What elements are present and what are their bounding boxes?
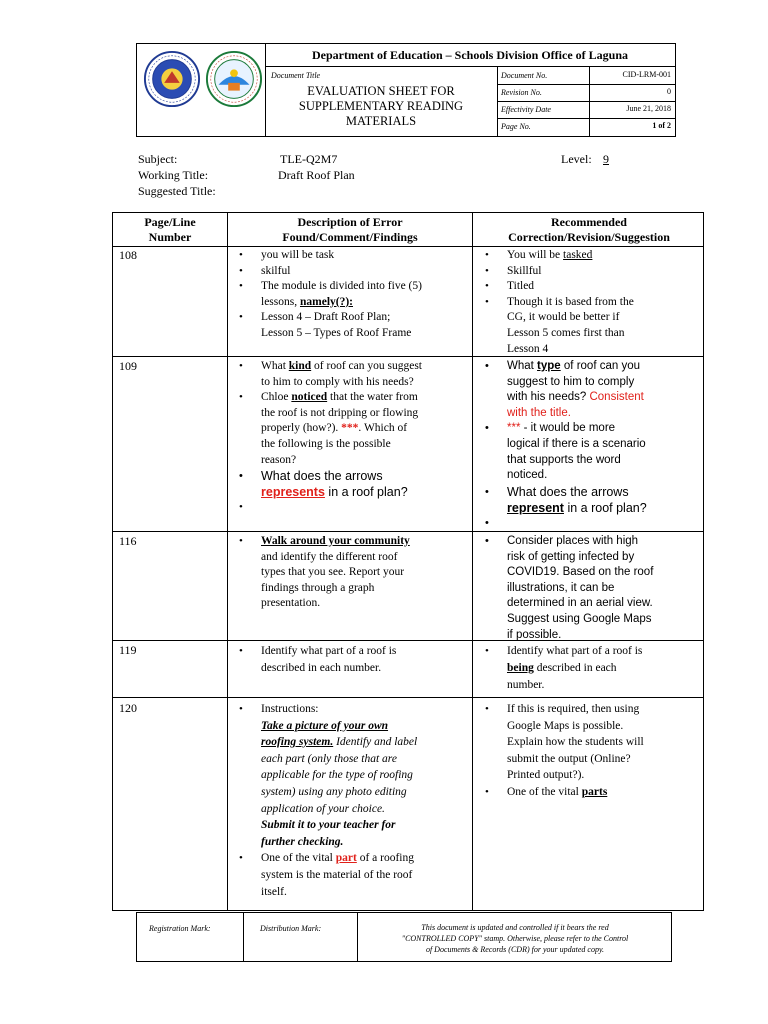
header-description: Description of Error Found/Comment/Findings xyxy=(282,215,418,244)
page-number: 116 xyxy=(119,534,137,548)
control-note: This document is updated and controlled if it bears the red "CONTROLLED COPY" stamp. Otherwise, please refer to the Control of Documents & Records (CDR) for your updated copy. xyxy=(401,923,629,954)
recommendation-cell xyxy=(481,248,703,357)
list-item: • What does the arrows represent in a roof plan? xyxy=(481,484,703,516)
list-item: • Identify what part of a roof is being described in each number. xyxy=(481,643,703,694)
list-item: • Consider places with high risk of getting infected by COVID19. Based on the roof illustrations, it can be determined in an aerial view. Suggest using Google Maps if possible. xyxy=(481,534,703,643)
org-title: Department of Education – Schools Division Office of Laguna xyxy=(311,48,628,62)
page-number: 120 xyxy=(119,701,137,715)
description-cell xyxy=(235,643,467,677)
list-item: • skilful xyxy=(235,264,467,280)
header-recommended: Recommended Correction/Revision/Suggestion xyxy=(508,215,670,244)
subject-label: Subject: xyxy=(138,152,178,166)
revision-value: 0 xyxy=(667,87,671,96)
document-header xyxy=(136,43,676,137)
recommendation-cell xyxy=(481,701,703,801)
distribution-mark-label: Distribution Mark: xyxy=(260,924,322,933)
working-title-label: Working Title: xyxy=(138,168,209,182)
list-item: • One of the vital part of a roofing system is the material of the roof itself. xyxy=(235,850,467,900)
list-item: • What type of roof can you suggest to him to comply with his needs? Consistent with the title. xyxy=(481,359,703,421)
list-item: • Identify what part of a roof is described in each number. xyxy=(235,643,467,677)
list-item: • you will be task xyxy=(235,248,467,264)
document-footer xyxy=(136,912,672,962)
level-value: 9 xyxy=(603,152,609,166)
list-item: • One of the vital parts xyxy=(481,784,703,801)
working-title-value: Draft Roof Plan xyxy=(278,168,355,182)
list-item: • What does the arrows represents in a roof plan? xyxy=(235,468,467,500)
page-no-label: Page No. xyxy=(501,122,531,131)
doc-no-label: Document No. xyxy=(501,71,548,80)
subject-value: TLE-Q2M7 xyxy=(280,152,338,166)
registration-mark-label: Registration Mark: xyxy=(149,924,211,933)
page-no-value: 1 of 2 xyxy=(652,121,671,130)
list-item: • Though it is based from the CG, it would be better if Lesson 5 comes first than Lesson 4 xyxy=(481,295,703,357)
recommendation-cell xyxy=(481,534,703,643)
list-item: • Skillful xyxy=(481,264,703,280)
list-item: • *** - it would be more logical if there is a scenario that supports the word noticed. xyxy=(481,421,703,483)
empty-list-item xyxy=(235,500,467,516)
description-cell xyxy=(235,248,467,342)
list-item: • Instructions: Take a picture of your own roofing system. Identify and label each part (only those that are applicable for the type of roofing system) using any photo editing application of your choice. Submit it to your teacher for further checking. xyxy=(235,701,467,850)
page-number: 108 xyxy=(119,248,137,262)
evaluation-table xyxy=(112,212,704,911)
list-item: • Chloe noticed that the water from the roof is not dripping or flowing properly (how?). ***. Which of the following is the possible reason? xyxy=(235,390,467,468)
suggested-title-label: Suggested Title: xyxy=(138,184,216,198)
page-number: 109 xyxy=(119,359,137,373)
description-cell xyxy=(235,359,467,516)
list-item: • Lesson 4 – Draft Roof Plan; xyxy=(235,310,467,326)
recommendation-cell xyxy=(481,359,703,530)
list-item: • Walk around your community and identify the different roof types that you see. Report your findings through a graph presentation. xyxy=(235,534,467,612)
page-number: 119 xyxy=(119,643,137,657)
list-item: • You will be tasked xyxy=(481,248,703,264)
description-cell xyxy=(235,534,467,612)
list-item: • If this is required, then using Google Maps is possible. Explain how the students will submit the output (Online? Printed output?). xyxy=(481,701,703,784)
level-label: Level: xyxy=(561,152,592,166)
list-item: • What kind of roof can you suggest to him to comply with his needs? xyxy=(235,359,467,390)
doc-no-value: CID-LRM-001 xyxy=(622,70,671,79)
document-title-label: Document Title xyxy=(271,71,321,80)
description-cell xyxy=(235,701,467,900)
effectivity-label: Effectivity Date xyxy=(501,105,551,114)
list-item: • Titled xyxy=(481,279,703,295)
recommendation-cell xyxy=(481,643,703,694)
empty-list-item xyxy=(481,516,703,530)
division-laguna-seal-icon xyxy=(205,50,263,108)
deped-seal-icon xyxy=(143,50,201,108)
document-title: EVALUATION SHEET FOR SUPPLEMENTARY READING MATERIALS xyxy=(298,84,464,128)
header-page-line: Page/Line Number xyxy=(144,215,196,244)
list-item: • The module is divided into five (5) lessons, namely(?): xyxy=(235,279,467,310)
effectivity-value: June 21, 2018 xyxy=(626,104,671,113)
revision-label: Revision No. xyxy=(501,88,542,97)
list-item: Lesson 5 – Types of Roof Frame xyxy=(261,326,412,339)
